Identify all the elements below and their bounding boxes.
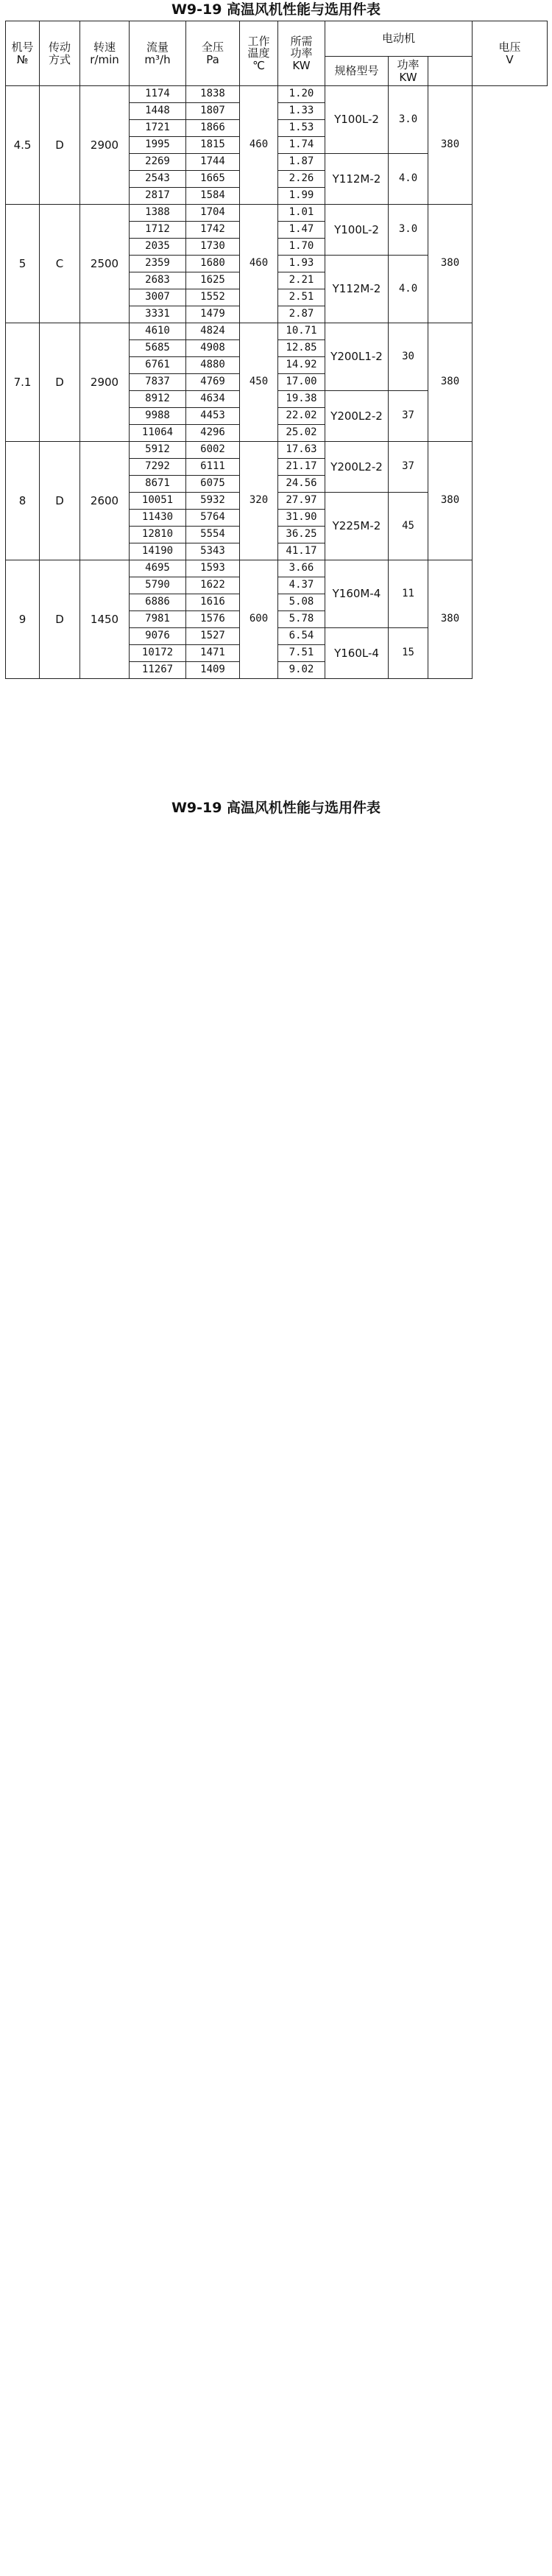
cell-pressure: 1866 [186, 120, 240, 137]
cell-flow: 4695 [130, 560, 186, 577]
cell-pressure: 5764 [186, 510, 240, 527]
cell-required-power: 5.78 [278, 611, 325, 628]
cell-speed: 1450 [80, 560, 130, 679]
header-speed: 转速 r/min [80, 21, 130, 86]
cell-flow: 9988 [130, 408, 186, 425]
cell-flow: 10051 [130, 493, 186, 510]
cell-pressure: 4769 [186, 374, 240, 391]
cell-pressure: 1838 [186, 86, 240, 103]
cell-speed: 2900 [80, 323, 130, 442]
cell-flow: 1448 [130, 103, 186, 120]
cell-drive: C [40, 205, 80, 323]
cell-pressure: 1744 [186, 154, 240, 171]
cell-voltage: 380 [428, 86, 473, 205]
cell-required-power: 12.85 [278, 340, 325, 357]
cell-pressure: 1527 [186, 628, 240, 645]
cell-drive: D [40, 86, 80, 205]
cell-pressure: 1552 [186, 289, 240, 306]
cell-motor-power: 3.0 [389, 86, 428, 154]
cell-required-power: 2.51 [278, 289, 325, 306]
cell-motor-power: 11 [389, 560, 428, 628]
cell-pressure: 4453 [186, 408, 240, 425]
cell-required-power: 17.63 [278, 442, 325, 459]
cell-pressure: 1584 [186, 188, 240, 205]
cell-flow: 2035 [130, 239, 186, 256]
cell-motor-power: 4.0 [389, 154, 428, 205]
cell-motor-model: Y160L-4 [325, 628, 389, 679]
table-row [6, 205, 548, 222]
table-row [6, 323, 548, 340]
cell-flow: 14190 [130, 543, 186, 560]
cell-required-power: 1.93 [278, 256, 325, 272]
cell-required-power: 7.51 [278, 645, 325, 662]
cell-motor-model: Y100L-2 [325, 86, 389, 154]
cell-speed: 2900 [80, 86, 130, 205]
cell-pressure: 1815 [186, 137, 240, 154]
cell-motor-power: 15 [389, 628, 428, 679]
cell-pressure: 1409 [186, 662, 240, 679]
cell-flow: 4610 [130, 323, 186, 340]
cell-flow: 5685 [130, 340, 186, 357]
cell-flow: 2359 [130, 256, 186, 272]
cell-pressure: 1616 [186, 594, 240, 611]
cell-flow: 2543 [130, 171, 186, 188]
cell-motor-model: Y112M-2 [325, 256, 389, 323]
cell-required-power: 1.53 [278, 120, 325, 137]
cell-motor-model: Y200L1-2 [325, 323, 389, 391]
cell-flow: 3007 [130, 289, 186, 306]
cell-pressure: 6111 [186, 459, 240, 476]
cell-model: 8 [6, 442, 40, 560]
cell-pressure: 1680 [186, 256, 240, 272]
cell-pressure: 1704 [186, 205, 240, 222]
table-title: W9-19 高温风机性能与选用件表 [171, 1, 381, 18]
cell-motor-power: 37 [389, 442, 428, 493]
cell-pressure: 4824 [186, 323, 240, 340]
cell-required-power: 2.26 [278, 171, 325, 188]
header-required-power: 所需 功率 KW [278, 21, 325, 86]
cell-pressure: 1730 [186, 239, 240, 256]
cell-pressure: 5554 [186, 527, 240, 543]
cell-pressure: 1742 [186, 222, 240, 239]
cell-flow: 8671 [130, 476, 186, 493]
cell-drive: D [40, 560, 80, 679]
cell-motor-power: 45 [389, 493, 428, 560]
cell-flow: 1388 [130, 205, 186, 222]
cell-speed: 2600 [80, 442, 130, 560]
cell-flow: 11430 [130, 510, 186, 527]
cell-required-power: 1.99 [278, 188, 325, 205]
cell-flow: 12810 [130, 527, 186, 543]
header-motor-power: 功率 KW [389, 57, 428, 86]
cell-flow: 7837 [130, 374, 186, 391]
cell-model: 7.1 [6, 323, 40, 442]
cell-pressure: 1625 [186, 272, 240, 289]
cell-required-power: 31.90 [278, 510, 325, 527]
cell-voltage: 380 [428, 323, 473, 442]
table-row [6, 86, 548, 103]
cell-model: 9 [6, 560, 40, 679]
header-voltage: 电压 V [473, 21, 548, 86]
cell-temperature: 320 [240, 442, 278, 560]
cell-motor-power: 4.0 [389, 256, 428, 323]
cell-motor-model: Y112M-2 [325, 154, 389, 205]
cell-required-power: 1.01 [278, 205, 325, 222]
cell-pressure: 5932 [186, 493, 240, 510]
cell-required-power: 1.33 [278, 103, 325, 120]
cell-flow: 2683 [130, 272, 186, 289]
cell-flow: 1712 [130, 222, 186, 239]
header-temperature: 工作 温度 ℃ [240, 21, 278, 86]
cell-pressure: 6075 [186, 476, 240, 493]
cell-pressure: 1665 [186, 171, 240, 188]
cell-pressure: 4634 [186, 391, 240, 408]
cell-pressure: 1576 [186, 611, 240, 628]
cell-required-power: 22.02 [278, 408, 325, 425]
cell-pressure: 4296 [186, 425, 240, 442]
cell-required-power: 36.25 [278, 527, 325, 543]
cell-temperature: 600 [240, 560, 278, 679]
cell-flow: 11267 [130, 662, 186, 679]
header-motor-model: 规格型号 [325, 57, 389, 86]
cell-motor-model: Y160M-4 [325, 560, 389, 628]
cell-required-power: 25.02 [278, 425, 325, 442]
table-row [6, 560, 548, 577]
cell-motor-power: 3.0 [389, 205, 428, 256]
cell-motor-model: Y100L-2 [325, 205, 389, 256]
header-motor: 电动机 [325, 21, 473, 57]
cell-pressure: 1807 [186, 103, 240, 120]
cell-flow: 1174 [130, 86, 186, 103]
cell-flow: 2269 [130, 154, 186, 171]
cell-model: 5 [6, 205, 40, 323]
cell-required-power: 1.87 [278, 154, 325, 171]
cell-required-power: 41.17 [278, 543, 325, 560]
cell-flow: 7981 [130, 611, 186, 628]
cell-required-power: 2.87 [278, 306, 325, 323]
cell-pressure: 1479 [186, 306, 240, 323]
cell-motor-power: 30 [389, 323, 428, 391]
cell-pressure: 4880 [186, 357, 240, 374]
header-pressure: 全压 Pa [186, 21, 240, 86]
cell-pressure: 1471 [186, 645, 240, 662]
cell-required-power: 19.38 [278, 391, 325, 408]
cell-temperature: 450 [240, 323, 278, 442]
table-title: W9-19 高温风机性能与选用件表 [171, 800, 381, 816]
cell-motor-power: 37 [389, 391, 428, 442]
cell-flow: 7292 [130, 459, 186, 476]
cell-required-power: 1.70 [278, 239, 325, 256]
cell-required-power: 2.21 [278, 272, 325, 289]
cell-flow: 1721 [130, 120, 186, 137]
cell-required-power: 1.47 [278, 222, 325, 239]
cell-required-power: 21.17 [278, 459, 325, 476]
cell-required-power: 17.00 [278, 374, 325, 391]
cell-temperature: 460 [240, 205, 278, 323]
cell-required-power: 1.74 [278, 137, 325, 154]
cell-pressure: 6002 [186, 442, 240, 459]
cell-flow: 11064 [130, 425, 186, 442]
cell-motor-model: Y225M-2 [325, 493, 389, 560]
cell-flow: 10172 [130, 645, 186, 662]
cell-flow: 5912 [130, 442, 186, 459]
cell-required-power: 4.37 [278, 577, 325, 594]
cell-required-power: 9.02 [278, 662, 325, 679]
cell-model: 4.5 [6, 86, 40, 205]
cell-flow: 9076 [130, 628, 186, 645]
table-row [6, 442, 548, 459]
cell-motor-model: Y200L2-2 [325, 442, 389, 493]
cell-drive: D [40, 323, 80, 442]
cell-pressure: 1593 [186, 560, 240, 577]
cell-drive: D [40, 442, 80, 560]
performance-table [5, 21, 548, 679]
cell-flow: 8912 [130, 391, 186, 408]
cell-flow: 6761 [130, 357, 186, 374]
cell-required-power: 24.56 [278, 476, 325, 493]
cell-voltage: 380 [428, 442, 473, 560]
cell-pressure: 1622 [186, 577, 240, 594]
cell-voltage: 380 [428, 205, 473, 323]
header-drive: 传动 方式 [40, 21, 80, 86]
cell-required-power: 6.54 [278, 628, 325, 645]
header-model: 机号 № [6, 21, 40, 86]
cell-required-power: 5.08 [278, 594, 325, 611]
cell-required-power: 10.71 [278, 323, 325, 340]
cell-motor-model: Y200L2-2 [325, 391, 389, 442]
cell-flow: 1995 [130, 137, 186, 154]
cell-flow: 2817 [130, 188, 186, 205]
cell-flow: 5790 [130, 577, 186, 594]
cell-speed: 2500 [80, 205, 130, 323]
cell-flow: 6886 [130, 594, 186, 611]
cell-required-power: 14.92 [278, 357, 325, 374]
cell-temperature: 460 [240, 86, 278, 205]
cell-flow: 3331 [130, 306, 186, 323]
cell-required-power: 3.66 [278, 560, 325, 577]
cell-pressure: 5343 [186, 543, 240, 560]
cell-pressure: 4908 [186, 340, 240, 357]
header-flow: 流量 m³/h [130, 21, 186, 86]
cell-voltage: 380 [428, 560, 473, 679]
cell-required-power: 27.97 [278, 493, 325, 510]
cell-required-power: 1.20 [278, 86, 325, 103]
